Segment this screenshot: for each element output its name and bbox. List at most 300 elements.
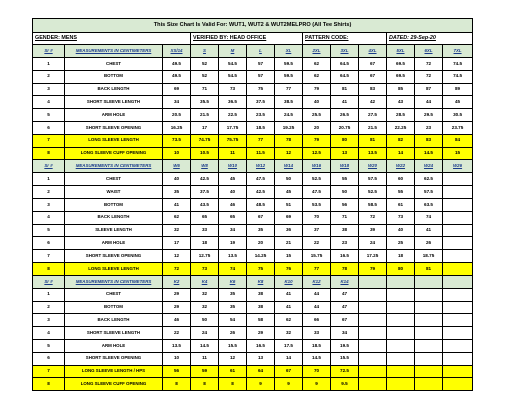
measurement-value: 35 xyxy=(219,301,247,314)
measurement-label: SHORT SLEEVE LENGTH xyxy=(65,96,163,109)
measurement-value: 81 xyxy=(359,134,387,147)
measurement-value xyxy=(443,378,473,391)
measurement-value: 20.5 xyxy=(163,109,191,122)
measurement-value: 67 xyxy=(331,314,359,327)
measurement-value: 79 xyxy=(303,134,331,147)
measurement-value: 8 xyxy=(191,378,219,391)
measurement-value xyxy=(387,352,415,365)
sr-number: 4 xyxy=(33,96,65,109)
size-header: 4XL xyxy=(359,45,387,58)
measurement-value: 89 xyxy=(443,83,473,96)
sr-number: 6 xyxy=(33,352,65,365)
measurement-value: 74.5 xyxy=(443,70,473,83)
measurement-value: 57 xyxy=(247,58,275,71)
measurement-value xyxy=(387,288,415,301)
measurement-value: 53.5 xyxy=(303,198,331,211)
size-header: W18 xyxy=(331,160,359,173)
measurement-value: 22 xyxy=(163,327,191,340)
measurement-value: 34 xyxy=(331,327,359,340)
section-header-row xyxy=(33,45,473,58)
size-header: W8 xyxy=(191,160,219,173)
measurement-value: 70 xyxy=(303,211,331,224)
measurement-value: 25.5 xyxy=(303,109,331,122)
measurement-value: 75 xyxy=(247,83,275,96)
measurement-value: 8 xyxy=(163,378,191,391)
chart-title: This Size Chart Is Valid For: WUT1, WUT2 & WUT2MELPRO (All Tee Shirts) xyxy=(33,19,473,33)
size-chart-table xyxy=(32,18,473,391)
measurement-value: 50 xyxy=(331,186,359,199)
measurement-label: CHEST xyxy=(65,288,163,301)
measurement-value: 12 xyxy=(163,250,191,263)
measurement-value: 61 xyxy=(219,365,247,378)
measurement-value: 46 xyxy=(163,314,191,327)
measurement-value: 19.25 xyxy=(275,121,303,134)
measurement-value: 30.5 xyxy=(443,109,473,122)
size-header: 5XL xyxy=(387,45,415,58)
section-header-row xyxy=(33,275,473,288)
measurement-value: 13.5 xyxy=(359,147,387,160)
measurement-value: 23 xyxy=(331,237,359,250)
measurement-value: 64.5 xyxy=(331,70,359,83)
info-row xyxy=(33,33,473,45)
measurement-value: 55 xyxy=(387,186,415,199)
measurement-value: 21.5 xyxy=(359,121,387,134)
measurement-value: 40 xyxy=(303,96,331,109)
measurement-value: 52 xyxy=(191,58,219,71)
measurement-value: 41 xyxy=(275,301,303,314)
size-header: K14 xyxy=(331,275,359,288)
measurement-row xyxy=(33,109,473,122)
measurement-value: 35 xyxy=(163,186,191,199)
measurement-value: 63.5 xyxy=(415,198,443,211)
measurement-value: 16.5 xyxy=(331,250,359,263)
measurement-value: 81 xyxy=(331,83,359,96)
measurement-value: 15 xyxy=(443,147,473,160)
measurement-value: 13 xyxy=(247,352,275,365)
measurement-value: 29 xyxy=(163,301,191,314)
measurement-header: MEASUREMENTS IN CENTIMETERS xyxy=(65,160,163,173)
measurement-value: 74.75 xyxy=(191,134,219,147)
measurement-value: 54 xyxy=(219,314,247,327)
measurement-value xyxy=(387,365,415,378)
measurement-value: 21.5 xyxy=(191,109,219,122)
measurement-value: 84 xyxy=(443,134,473,147)
measurement-value: 41 xyxy=(331,96,359,109)
measurement-value: 74.5 xyxy=(443,58,473,71)
measurement-value: 51 xyxy=(275,198,303,211)
measurement-value: 82 xyxy=(387,134,415,147)
measurement-value: 15.5 xyxy=(219,339,247,352)
measurement-value: 47 xyxy=(331,301,359,314)
measurement-value: 23.5 xyxy=(247,109,275,122)
measurement-row xyxy=(33,211,473,224)
measurement-row xyxy=(33,352,473,365)
measurement-value: 59.5 xyxy=(275,58,303,71)
measurement-value: 13 xyxy=(331,147,359,160)
measurement-value xyxy=(359,288,387,301)
sr-number: 7 xyxy=(33,365,65,378)
measurement-value: 56 xyxy=(163,365,191,378)
sr-number: 1 xyxy=(33,288,65,301)
measurement-value: 26 xyxy=(415,237,443,250)
sr-number: 3 xyxy=(33,314,65,327)
measurement-value: 67 xyxy=(359,58,387,71)
sr-number: 6 xyxy=(33,121,65,134)
measurement-value: 18.5 xyxy=(303,339,331,352)
measurement-value: 17 xyxy=(163,237,191,250)
sr-header: Sr # xyxy=(33,160,65,173)
measurement-value: 73 xyxy=(387,211,415,224)
measurement-label: LONG SLEEVE LENGTH / HPS xyxy=(65,365,163,378)
measurement-value: 17.25 xyxy=(359,250,387,263)
measurement-header: MEASUREMENTS IN CENTIMETERS xyxy=(65,275,163,288)
measurement-value xyxy=(443,301,473,314)
measurement-value: 19 xyxy=(219,237,247,250)
measurement-value: 59 xyxy=(191,365,219,378)
size-header: L xyxy=(247,45,275,58)
size-header xyxy=(359,275,387,288)
measurement-value xyxy=(415,365,443,378)
measurement-value xyxy=(359,378,387,391)
measurement-value xyxy=(387,314,415,327)
measurement-value: 24 xyxy=(191,327,219,340)
measurement-value: 32 xyxy=(191,301,219,314)
measurement-value: 23 xyxy=(415,121,443,134)
size-header: W26 xyxy=(443,160,473,173)
measurement-value: 41 xyxy=(415,224,443,237)
measurement-value: 72 xyxy=(359,211,387,224)
measurement-row xyxy=(33,301,473,314)
size-header xyxy=(387,275,415,288)
size-header: K2 xyxy=(163,275,191,288)
measurement-value: 37.5 xyxy=(247,96,275,109)
measurement-value: 10.5 xyxy=(191,147,219,160)
sr-number: 5 xyxy=(33,224,65,237)
size-header: K12 xyxy=(303,275,331,288)
measurement-row xyxy=(33,173,473,186)
measurement-value: 11.5 xyxy=(247,147,275,160)
measurement-value xyxy=(443,314,473,327)
measurement-value: 27.5 xyxy=(359,109,387,122)
measurement-value: 14.25 xyxy=(247,250,275,263)
measurement-value xyxy=(359,339,387,352)
measurement-value: 50 xyxy=(191,314,219,327)
measurement-value xyxy=(387,327,415,340)
measurement-value: 45 xyxy=(275,186,303,199)
measurement-value: 50 xyxy=(275,173,303,186)
measurement-value: 44 xyxy=(415,96,443,109)
measurement-value: 16.5 xyxy=(247,339,275,352)
measurement-row xyxy=(33,186,473,199)
measurement-value: 9.5 xyxy=(331,378,359,391)
measurement-value xyxy=(359,365,387,378)
measurement-value: 74 xyxy=(415,211,443,224)
measurement-value: 22 xyxy=(303,237,331,250)
size-header: K8 xyxy=(247,275,275,288)
measurement-value: 48.5 xyxy=(247,198,275,211)
measurement-value: 52.5 xyxy=(303,173,331,186)
size-header: S xyxy=(191,45,219,58)
measurement-value: 62 xyxy=(303,58,331,71)
measurement-row xyxy=(33,70,473,83)
measurement-row xyxy=(33,365,473,378)
measurement-value: 14 xyxy=(387,147,415,160)
size-header: W14 xyxy=(275,160,303,173)
measurement-value xyxy=(359,352,387,365)
size-header: 3XL xyxy=(331,45,359,58)
measurement-value: 20 xyxy=(303,121,331,134)
measurement-value: 57.5 xyxy=(359,173,387,186)
size-header: 7XL xyxy=(443,45,473,58)
measurement-value: 32 xyxy=(275,327,303,340)
measurement-value xyxy=(387,339,415,352)
measurement-value: 12.75 xyxy=(191,250,219,263)
measurement-row xyxy=(33,147,473,160)
measurement-value: 78 xyxy=(331,262,359,275)
measurement-value: 38.5 xyxy=(275,96,303,109)
measurement-value: 69 xyxy=(163,83,191,96)
sr-number: 1 xyxy=(33,173,65,186)
measurement-label: BOTTOM xyxy=(65,70,163,83)
measurement-value: 52 xyxy=(191,70,219,83)
measurement-value: 32 xyxy=(163,224,191,237)
measurement-value: 47 xyxy=(331,288,359,301)
measurement-value: 64.5 xyxy=(331,58,359,71)
measurement-value xyxy=(359,314,387,327)
size-header: XL xyxy=(275,45,303,58)
measurement-value: 28.5 xyxy=(387,109,415,122)
measurement-value: 66 xyxy=(303,314,331,327)
measurement-row xyxy=(33,250,473,263)
measurement-value xyxy=(415,288,443,301)
measurement-value: 70 xyxy=(303,365,331,378)
measurement-label: CHEST xyxy=(65,173,163,186)
measurement-value: 79 xyxy=(359,262,387,275)
measurement-value: 39 xyxy=(359,224,387,237)
measurement-value: 46 xyxy=(219,198,247,211)
sr-header: Sr # xyxy=(33,275,65,288)
measurement-value: 19.5 xyxy=(331,339,359,352)
measurement-label: LONG SLEEVE LENGTH xyxy=(65,262,163,275)
measurement-value: 14.5 xyxy=(415,147,443,160)
sr-number: 8 xyxy=(33,147,65,160)
sr-number: 2 xyxy=(33,301,65,314)
measurement-value: 25 xyxy=(387,237,415,250)
measurement-label: ARM HOLE xyxy=(65,109,163,122)
measurement-value xyxy=(387,301,415,314)
measurement-value: 40 xyxy=(163,173,191,186)
measurement-value: 83 xyxy=(359,83,387,96)
measurement-value: 49.5 xyxy=(163,58,191,71)
measurement-value: 15 xyxy=(275,250,303,263)
measurement-value: 75 xyxy=(247,262,275,275)
measurement-value: 76 xyxy=(275,262,303,275)
measurement-value xyxy=(443,211,473,224)
measurement-value: 37.5 xyxy=(191,186,219,199)
measurement-label: BACK LENGTH xyxy=(65,211,163,224)
measurement-row xyxy=(33,288,473,301)
measurement-value: 81 xyxy=(415,262,443,275)
size-header: XS/14 xyxy=(163,45,191,58)
size-header: W20 xyxy=(359,160,387,173)
size-chart-sheet xyxy=(32,18,472,391)
measurement-value: 74 xyxy=(219,262,247,275)
sr-number: 1 xyxy=(33,58,65,71)
measurement-value: 20 xyxy=(247,237,275,250)
measurement-value xyxy=(443,186,473,199)
measurement-row xyxy=(33,83,473,96)
measurement-label: BACK LENGTH xyxy=(65,314,163,327)
measurement-value: 62 xyxy=(163,211,191,224)
sr-number: 5 xyxy=(33,339,65,352)
measurement-value: 11 xyxy=(191,352,219,365)
measurement-value xyxy=(443,198,473,211)
sr-number: 2 xyxy=(33,70,65,83)
measurement-value xyxy=(443,237,473,250)
measurement-value: 41 xyxy=(163,198,191,211)
measurement-value xyxy=(359,301,387,314)
measurement-value: 24 xyxy=(359,237,387,250)
measurement-label: CHEST xyxy=(65,58,163,71)
measurement-value: 64 xyxy=(247,365,275,378)
measurement-value: 42.5 xyxy=(191,173,219,186)
measurement-label: WAIST xyxy=(65,186,163,199)
measurement-value: 78 xyxy=(275,134,303,147)
measurement-value: 8 xyxy=(219,378,247,391)
measurement-value xyxy=(415,314,443,327)
measurement-value: 40 xyxy=(219,186,247,199)
measurement-value: 57.5 xyxy=(415,186,443,199)
sr-number: 2 xyxy=(33,186,65,199)
measurement-value: 18 xyxy=(191,237,219,250)
size-header xyxy=(415,275,443,288)
measurement-value: 33 xyxy=(303,327,331,340)
measurement-value: 80 xyxy=(331,134,359,147)
measurement-value: 18 xyxy=(387,250,415,263)
size-header: 6XL xyxy=(415,45,443,58)
measurement-value: 72 xyxy=(163,262,191,275)
sr-header: Sr # xyxy=(33,45,65,58)
measurement-value: 41 xyxy=(275,288,303,301)
measurement-value: 73.5 xyxy=(163,134,191,147)
measurement-label: SHORT SLEEVE OPENING xyxy=(65,250,163,263)
measurement-value xyxy=(359,327,387,340)
measurement-value: 12 xyxy=(219,352,247,365)
measurement-value xyxy=(443,327,473,340)
measurement-label: ARM HOLE xyxy=(65,237,163,250)
measurement-row xyxy=(33,198,473,211)
pattern-code-label: PATTERN CODE: xyxy=(303,33,387,45)
measurement-value: 49.5 xyxy=(163,70,191,83)
measurement-value: 29 xyxy=(163,288,191,301)
measurement-value xyxy=(415,327,443,340)
measurement-row xyxy=(33,262,473,275)
measurement-value: 15.75 xyxy=(303,250,331,263)
measurement-value: 75.75 xyxy=(219,134,247,147)
measurement-value xyxy=(443,262,473,275)
measurement-label: SHORT SLEEVE LENGTH xyxy=(65,327,163,340)
size-header: W22 xyxy=(387,160,415,173)
measurement-value: 65 xyxy=(219,211,247,224)
measurement-value: 24.5 xyxy=(275,109,303,122)
sr-number: 8 xyxy=(33,378,65,391)
measurement-value: 16.25 xyxy=(163,121,191,134)
size-header: K10 xyxy=(275,275,303,288)
measurement-value: 38 xyxy=(247,301,275,314)
measurement-row xyxy=(33,378,473,391)
measurement-value: 23.75 xyxy=(443,121,473,134)
sr-number: 7 xyxy=(33,250,65,263)
measurement-value xyxy=(443,250,473,263)
measurement-value: 54.5 xyxy=(219,58,247,71)
measurement-value: 79 xyxy=(303,83,331,96)
measurement-value: 34 xyxy=(163,96,191,109)
measurement-value: 47.5 xyxy=(303,186,331,199)
measurement-value: 69.5 xyxy=(387,70,415,83)
size-header: K4 xyxy=(191,275,219,288)
measurement-value: 83 xyxy=(415,134,443,147)
measurement-value: 59.5 xyxy=(275,70,303,83)
measurement-value: 9 xyxy=(303,378,331,391)
measurement-value: 26 xyxy=(219,327,247,340)
title-row xyxy=(33,19,473,33)
measurement-value: 55 xyxy=(331,173,359,186)
measurement-value: 43 xyxy=(387,96,415,109)
measurement-value: 40 xyxy=(387,224,415,237)
measurement-value: 10 xyxy=(163,352,191,365)
measurement-row xyxy=(33,134,473,147)
measurement-row xyxy=(33,237,473,250)
measurement-value: 44 xyxy=(303,301,331,314)
measurement-label: LONG SLEEVE CUFF OPENING xyxy=(65,378,163,391)
measurement-value: 43.5 xyxy=(191,198,219,211)
measurement-value: 72 xyxy=(415,70,443,83)
measurement-value: 80 xyxy=(387,262,415,275)
measurement-value: 36.5 xyxy=(219,96,247,109)
sr-number: 4 xyxy=(33,327,65,340)
measurement-value: 21 xyxy=(275,237,303,250)
measurement-value: 77 xyxy=(247,134,275,147)
verified-label: VERIFIED BY: HEAD OFFICE xyxy=(191,33,303,45)
sr-number: 4 xyxy=(33,211,65,224)
sr-number: 3 xyxy=(33,83,65,96)
sr-number: 3 xyxy=(33,198,65,211)
measurement-label: ARM HOLE xyxy=(65,339,163,352)
size-header xyxy=(443,275,473,288)
measurement-value: 26.5 xyxy=(331,109,359,122)
measurement-value: 33 xyxy=(191,224,219,237)
measurement-value: 12 xyxy=(275,147,303,160)
measurement-value: 29.5 xyxy=(415,109,443,122)
measurement-value: 73 xyxy=(219,83,247,96)
measurement-value xyxy=(415,339,443,352)
measurement-row xyxy=(33,224,473,237)
measurement-value: 67 xyxy=(247,211,275,224)
sr-number: 6 xyxy=(33,237,65,250)
measurement-value: 77 xyxy=(275,83,303,96)
measurement-value: 20.75 xyxy=(331,121,359,134)
section-header-row xyxy=(33,160,473,173)
size-header: W6 xyxy=(163,160,191,173)
size-header: M xyxy=(219,45,247,58)
measurement-label: LONG SLEEVE CUFF OPENING xyxy=(65,147,163,160)
dated-label: DATED: 29-Sep-20 xyxy=(387,33,473,45)
measurement-label: BOTTOM xyxy=(65,301,163,314)
measurement-value xyxy=(387,378,415,391)
measurement-value: 10 xyxy=(163,147,191,160)
measurement-value: 18.75 xyxy=(415,250,443,263)
measurement-value: 18.5 xyxy=(247,121,275,134)
